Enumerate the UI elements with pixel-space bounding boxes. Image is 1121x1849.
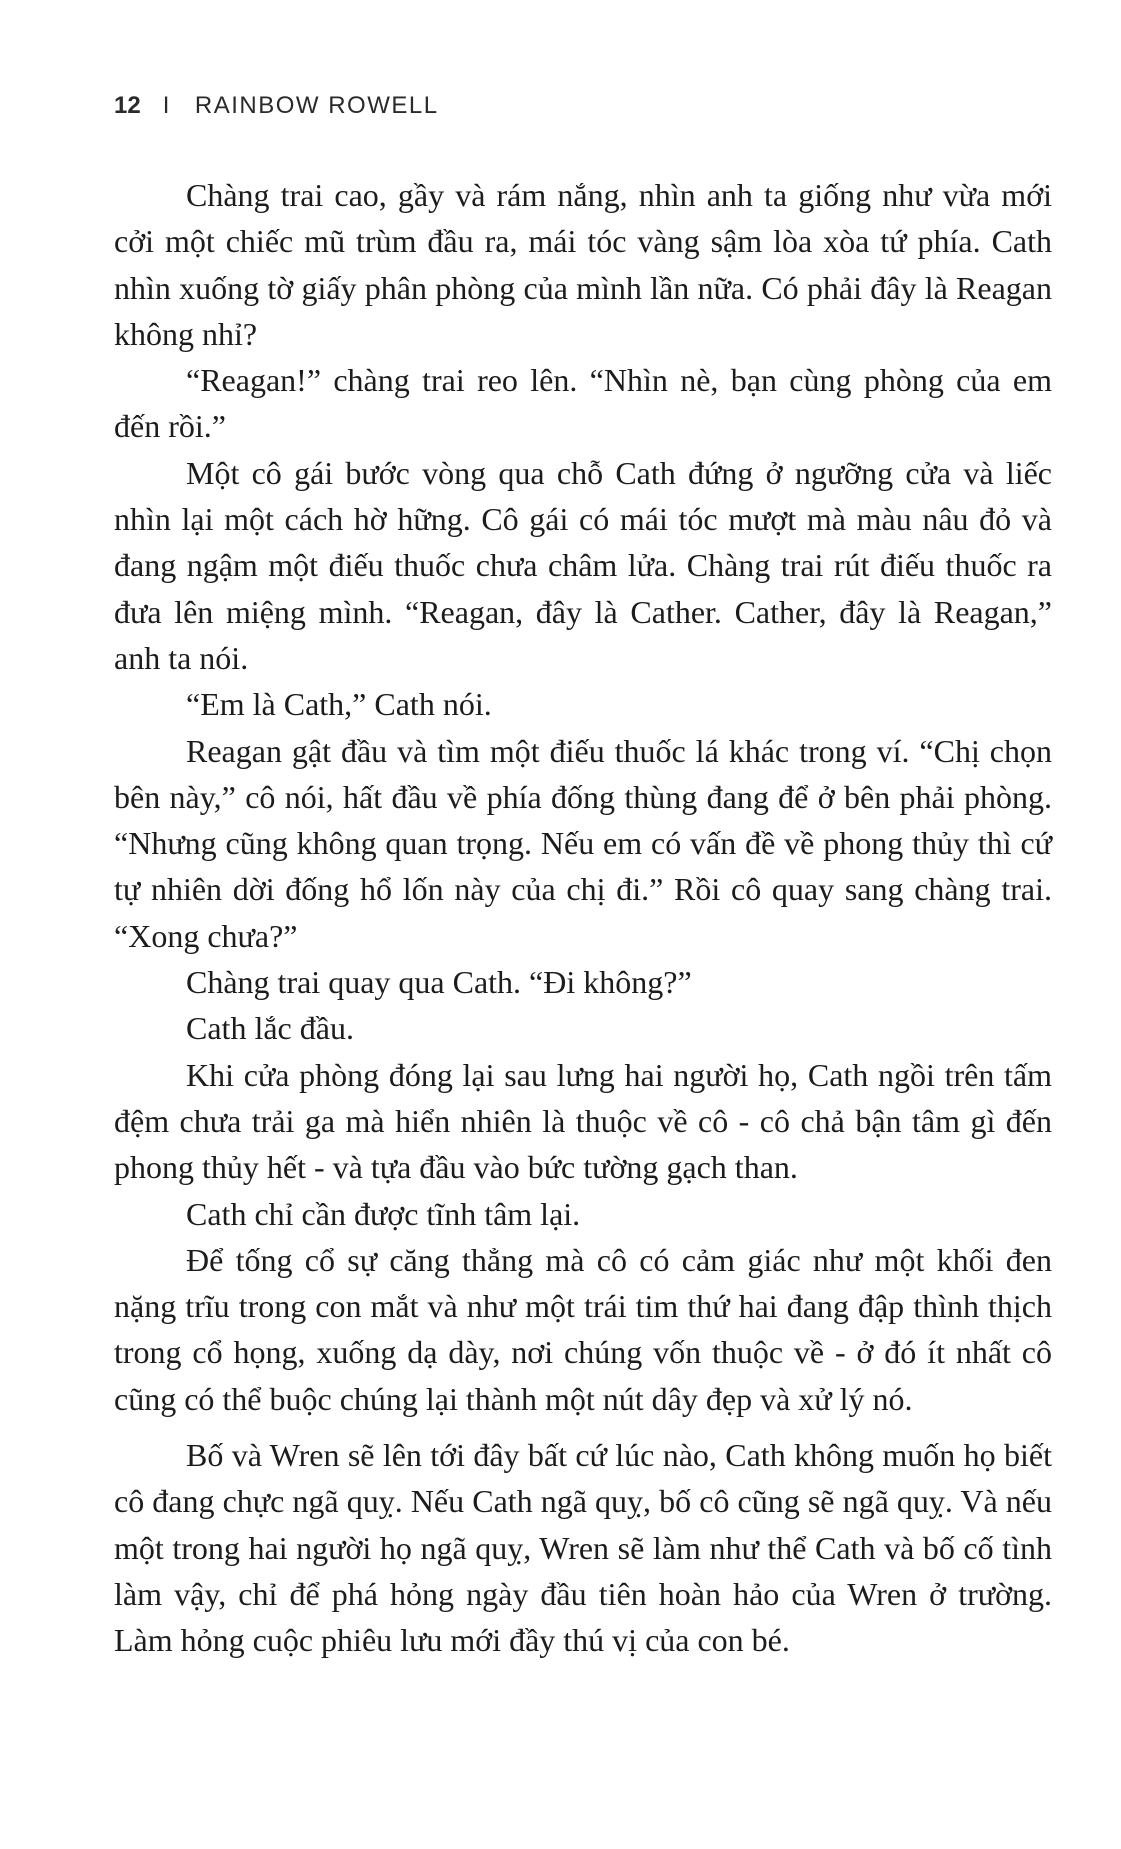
paragraph: Một cô gái bước vòng qua chỗ Cath đứng ở ngưỡng cửa và liếc nhìn lại một cách hờ hững. Cô gái có mái tóc mượt mà màu nâu đỏ và đang ngậm một điếu thuốc chưa châm lửa. Chàng trai rút điếu thuốc ra đưa lên miệng mình. “Reagan, đây là Cather. Cather, đây là Reagan,” anh ta nói. <box>114 454 1052 676</box>
paragraph: Chàng trai cao, gầy và rám nắng, nhìn anh ta giống như vừa mới cởi một chiếc mũ trùm đầu ra, mái tóc vàng sậm lòa xòa tứ phía. Cath nhìn xuống tờ giấy phân phòng của mình lần nữa. Có phải đây là Reagan không nhỉ? <box>114 177 1052 352</box>
paragraph: Bố và Wren sẽ lên tới đây bất cứ lúc nào, Cath không muốn họ biết cô đang chực ngã quỵ. Nếu Cath ngã quỵ, bố cô cũng sẽ ngã quỵ. Và nếu một trong hai người họ ngã quỵ, Wren sẽ làm như thể Cath và bố cố tình làm vậy, chỉ để phá hỏng ngày đầu tiên hoàn hảo của Wren ở trường. Làm hỏng cuộc phiêu lưu mới đầy thú vị của con bé. <box>114 1437 1052 1659</box>
paragraph: “Reagan!” chàng trai reo lên. “Nhìn nè, bạn cùng phòng của em đến rồi.” <box>114 362 1052 445</box>
page-number: 12 <box>114 92 141 119</box>
running-header <box>114 92 439 120</box>
paragraph: Cath lắc đầu. <box>186 1010 354 1047</box>
paragraph: Chàng trai quay qua Cath. “Đi không?” <box>186 964 692 1001</box>
body-text <box>114 172 1052 1664</box>
paragraph: Để tống cổ sự căng thẳng mà cô có cảm giác như một khối đen nặng trĩu trong con mắt và như một trái tim thứ hai đang đập thình thịch trong cổ họng, xuống dạ dày, nơi chúng vốn thuộc về - ở đó ít nhất cô cũng có thể buộc chúng lại thành một nút dây đẹp và xử lý nó. <box>114 1241 1052 1417</box>
paragraph: “Em là Cath,” Cath nói. <box>186 686 492 723</box>
paragraph: Cath chỉ cần được tĩnh tâm lại. <box>186 1195 581 1232</box>
paragraph: Reagan gật đầu và tìm một điếu thuốc lá khác trong ví. “Chị chọn bên này,” cô nói, hất đầu về phía đống thùng đang để ở bên phải phòng. “Nhưng cũng không quan trọng. Nếu em có vấn đề về phong thủy thì cứ tự nhiên dời đống hổ lốn này của chị đi.” Rồi cô quay sang chàng trai. “Xong chưa?” <box>114 732 1052 954</box>
author-name: RAINBOW ROWELL <box>194 92 439 119</box>
header-separator: I <box>162 92 171 119</box>
paragraph: Khi cửa phòng đóng lại sau lưng hai người họ, Cath ngồi trên tấm đệm chưa trải ga mà hiển nhiên là thuộc về cô - cô chả bận tâm gì đến phong thủy hết - và tựa đầu vào bức tường gạch than. <box>114 1056 1052 1186</box>
